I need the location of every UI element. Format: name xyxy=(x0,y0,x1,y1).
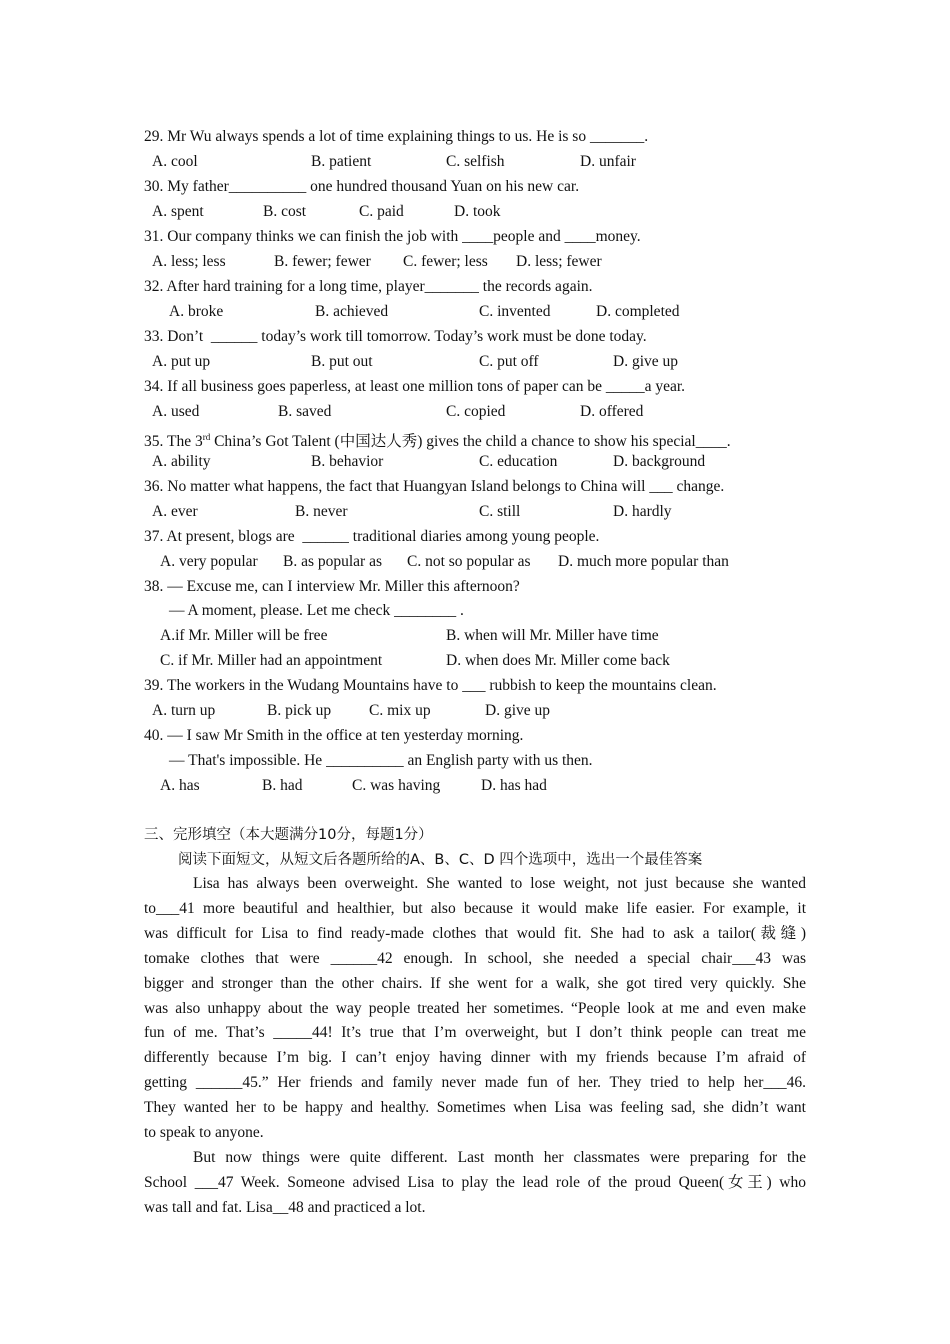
passage-line: to speak to anyone. xyxy=(144,1124,264,1142)
q32-option-a: A. broke xyxy=(169,303,224,320)
cloze-passage xyxy=(144,872,806,1221)
q34-option-a: A. used xyxy=(152,403,200,420)
q29-option-a: A. cool xyxy=(152,153,198,170)
passage-line: was tall and fat. Lisa__48 and practiced a lot. xyxy=(144,1198,426,1216)
q39-option-a: A. turn up xyxy=(152,702,216,719)
passage-line: bigger and stronger than the other chairs. If she went for a walk, she got tired very quickly. She xyxy=(144,974,806,992)
q40-option-a: A. has xyxy=(160,777,200,794)
q33-option-b: B. put out xyxy=(311,353,373,370)
passage-line: was difficult for Lisa to find ready-made clothes that would fit. She had to ask a tailor(裁缝) xyxy=(144,924,806,942)
question-37-stem: 37. At present, blogs are ______ traditional diaries among young people. xyxy=(144,528,600,545)
q39-option-d: D. give up xyxy=(485,702,551,719)
q34-option-c: C. copied xyxy=(446,403,506,420)
question-31-stem: 31. Our company thinks we can finish the job with ____people and ____money. xyxy=(144,228,641,245)
question-32-stem: 32. After hard training for a long time, player_______ the records again. xyxy=(144,278,593,295)
question-36-stem: 36. No matter what happens, the fact that Huangyan Island belongs to China will ___ change. xyxy=(144,478,725,495)
passage-line: to___41 more beautiful and healthier, but also because it would make life easier. For example, it xyxy=(144,899,806,917)
question-38-response: — A moment, please. Let me check ________ . xyxy=(169,602,464,619)
question-35-stem: 35. The 3rd China’s Got Talent (中国达人秀) gives the child a chance to show his special____. xyxy=(144,432,731,451)
q31-option-b: B. fewer; fewer xyxy=(274,253,371,270)
q39-option-b: B. pick up xyxy=(267,702,332,719)
q35-option-c: C. education xyxy=(479,453,558,470)
q40-option-d: D. has had xyxy=(481,777,547,794)
q29-option-c: C. selfish xyxy=(446,153,505,170)
q30-option-b: B. cost xyxy=(263,203,307,220)
question-40-stem: 40. — I saw Mr Smith in the office at ten yesterday morning. xyxy=(144,727,524,744)
passage-line: tomake clothes that were ______42 enough. In school, she needed a special chair___43 was xyxy=(144,949,806,967)
q33-option-c: C. put off xyxy=(479,353,539,370)
question-34-stem: 34. If all business goes paperless, at least one million tons of paper can be _____a year. xyxy=(144,378,686,395)
q36-option-c: C. still xyxy=(479,503,521,520)
question-38-stem: 38. — Excuse me, can I interview Mr. Miller this afternoon? xyxy=(144,578,520,595)
section-3-heading: 三、完形填空（本大题满分10分，每题1分） xyxy=(144,827,433,843)
passage-line: fun of me. That’s _____44! It’s true that I’m overweight, but I don’t think people can treat me xyxy=(144,1024,806,1042)
q36-option-a: A. ever xyxy=(152,503,198,520)
question-39-stem: 39. The workers in the Wudang Mountains have to ___ rubbish to keep the mountains clean. xyxy=(144,677,717,694)
passage-line: They wanted her to be happy and healthy. Sometimes when Lisa was feeling sad, she didn’t want xyxy=(144,1099,806,1117)
q40-option-b: B. had xyxy=(262,777,303,794)
q36-option-d: D. hardly xyxy=(613,503,672,520)
q35-option-a: A. ability xyxy=(152,453,211,470)
q33-option-a: A. put up xyxy=(152,353,211,370)
q35-option-d: D. background xyxy=(613,453,706,470)
passage-line: School ___47 Week. Someone advised Lisa to play the lead role of the proud Queen(女王) who xyxy=(144,1173,806,1191)
q36-option-b: B. never xyxy=(295,503,348,520)
q34-option-d: D. offered xyxy=(580,403,644,420)
q32-option-d: D. completed xyxy=(596,303,680,320)
q30-option-a: A. spent xyxy=(152,203,204,220)
question-30-stem: 30. My father__________ one hundred thousand Yuan on his new car. xyxy=(144,178,580,195)
q30-option-d: D. took xyxy=(454,203,501,220)
q31-option-d: D. less; fewer xyxy=(516,253,602,270)
q38-option-a: A.if Mr. Miller will be free xyxy=(160,627,328,644)
question-40-response: — That's impossible. He __________ an English party with us then. xyxy=(169,752,593,769)
q38-option-d: D. when does Mr. Miller come back xyxy=(446,652,670,669)
q33-option-d: D. give up xyxy=(613,353,679,370)
q35-option-b: B. behavior xyxy=(311,453,384,470)
q37-option-b: B. as popular as xyxy=(283,553,383,570)
q34-option-b: B. saved xyxy=(278,403,332,420)
q30-option-c: C. paid xyxy=(359,203,404,220)
q37-option-c: C. not so popular as xyxy=(407,553,531,570)
q32-option-c: C. invented xyxy=(479,303,551,320)
q29-option-b: B. patient xyxy=(311,153,372,170)
question-29-stem: 29. Mr Wu always spends a lot of time explaining things to us. He is so _______. xyxy=(144,128,649,145)
q31-option-a: A. less; less xyxy=(152,253,226,270)
question-33-stem: 33. Don’t ______ today’s work till tomorrow. Today’s work must be done today. xyxy=(144,328,647,345)
q38-option-b: B. when will Mr. Miller have time xyxy=(446,627,659,644)
section-3-instruction: 阅读下面短文，从短文后各题所给的A、B、C、D 四个选项中，选出一个最佳答案 xyxy=(178,852,703,868)
q37-option-d: D. much more popular than xyxy=(558,553,729,570)
q31-option-c: C. fewer; less xyxy=(403,253,488,270)
passage-line: getting ______45.” Her friends and family never made fun of her. They tried to help her___46. xyxy=(144,1074,806,1092)
q38-option-c: C. if Mr. Miller had an appointment xyxy=(160,652,383,669)
passage-line: Lisa has always been overweight. She wanted to lose weight, not just because she wanted xyxy=(193,875,806,892)
q40-option-c: C. was having xyxy=(352,777,441,794)
passage-line: But now things were quite different. Last month her classmates were preparing for the xyxy=(193,1148,806,1166)
passage-line: differently because I’m big. I can’t enjoy having dinner with my friends because I’m afraid of xyxy=(144,1049,806,1067)
q39-option-c: C. mix up xyxy=(369,702,431,719)
passage-line: was also unhappy about the way people treated her sometimes. “People look at me and even make xyxy=(144,999,806,1017)
q29-option-d: D. unfair xyxy=(580,153,636,170)
q37-option-a: A. very popular xyxy=(160,553,258,570)
q32-option-b: B. achieved xyxy=(315,303,389,320)
